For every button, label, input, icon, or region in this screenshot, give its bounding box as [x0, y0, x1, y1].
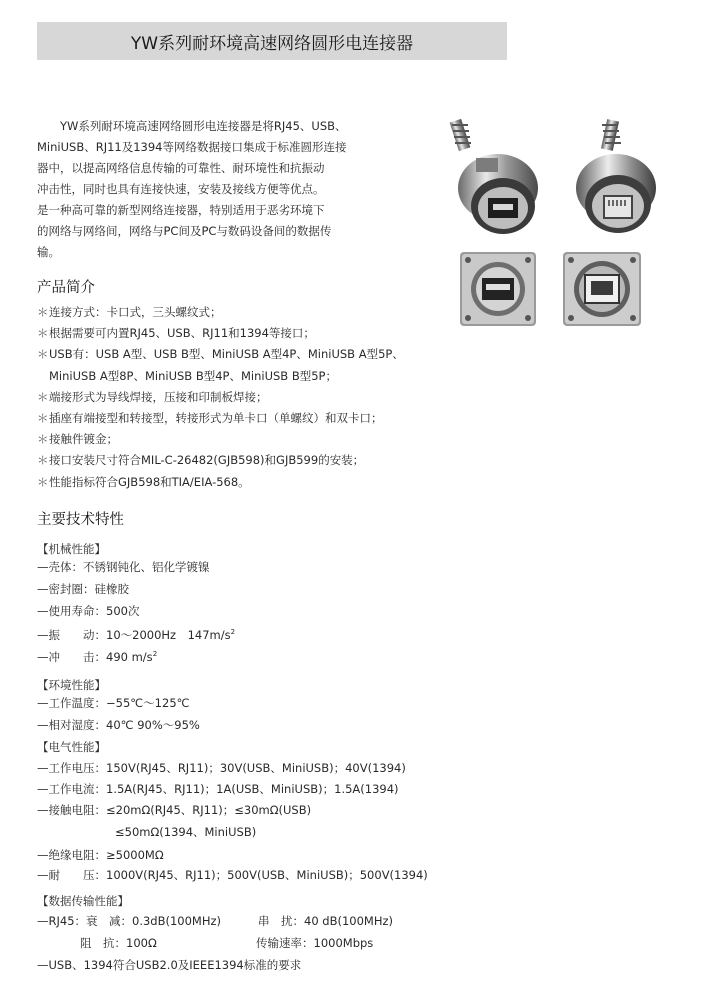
spec-contact-value-1: ≤20mΩ(RJ45、RJ11)；≤30mΩ(USB) — [106, 803, 312, 817]
intro-line: YW系列耐环境高速网络圆形电连接器是将RJ45、USB、 — [60, 119, 347, 133]
spec-vibration-value: 10～2000Hz 147m/s — [106, 627, 231, 642]
spec-life: —使用寿命：500次 — [37, 604, 140, 618]
spec-shell: —壳体：不锈钢钝化、铝化学镀镍 — [37, 560, 210, 574]
spec-shock-value: 490 m/s — [106, 649, 153, 664]
spec-contact-key: —接触电阻： — [37, 803, 106, 817]
page-title: YW系列耐环境高速网络圆形电连接器 — [130, 33, 414, 54]
superscript-exponent: 2 — [152, 650, 158, 658]
spec-attenuation: —RJ45：衰 减：0.3dB(100MHz) — [37, 914, 222, 928]
spec-shock-key: —冲 击： — [37, 649, 106, 664]
intro-paragraph — [37, 116, 389, 263]
intro-line: 输。 — [37, 245, 60, 259]
intro-line: 的网络与网络间，网络与PC间及PC与数码设备间的数据传 — [37, 224, 332, 238]
list-item — [37, 450, 404, 471]
list-item-text: 连接方式：卡口式，三头螺纹式； — [49, 305, 222, 319]
spec-seal: —密封圈：硅橡胶 — [37, 582, 129, 596]
list-item-text: 性能指标符合GJB598和TIA/EIA-568。 — [49, 474, 250, 489]
list-item — [37, 472, 404, 493]
bullet: ＊ — [37, 305, 49, 319]
superscript-exponent: 2 — [230, 628, 236, 636]
receptacle-rj45-image — [561, 250, 643, 328]
list-item — [37, 429, 404, 450]
list-item-text: 端接形式为导线焊接，压接和印制板焊接； — [49, 389, 268, 404]
intro-line: MiniUSB、RJ11及1394等网络数据接口集成于标准圆形连接 — [37, 140, 347, 154]
spec-impedance: 阻 抗：100Ω — [80, 936, 157, 950]
connector-plug-rj45-image — [566, 118, 684, 243]
product-feature-list — [37, 302, 404, 493]
list-item-text: USB有：USB A型、USB B型、MiniUSB A型4P、MiniUSB A型5P、 — [49, 347, 404, 362]
spec-usb-standard: —USB、1394符合USB2.0及IEEE1394标准的要求 — [37, 958, 302, 972]
spec-shock — [37, 644, 157, 664]
bullet: ＊ — [37, 453, 49, 468]
bullet: ＊ — [37, 347, 49, 362]
bullet: ＊ — [37, 474, 49, 489]
list-item-text: 插座有端接型和转接型，转接形式为单卡口（单螺纹）和双卡口； — [49, 410, 383, 425]
group-heading-environment: 【环境性能】 — [37, 678, 106, 692]
spec-withstand-voltage: —耐 压：1000V(RJ45、RJ11)；500V(USB、MiniUSB)；500V(1394) — [37, 868, 428, 882]
spec-humidity: —相对湿度：40℃ 90%～95% — [37, 718, 200, 732]
list-item — [37, 408, 404, 429]
section-heading-products: 产品简介 — [37, 280, 95, 296]
intro-line: 冲击性，同时也具有连接快速，安装及接线方便等优点。 — [37, 182, 325, 196]
receptacle-usb-image — [458, 250, 538, 328]
spec-contact-resistance — [37, 800, 311, 820]
bullet: ＊ — [37, 389, 49, 404]
list-item-text: 根据需要可内置RJ45、USB、RJ11和1394等接口； — [49, 326, 315, 341]
bullet: ＊ — [37, 326, 49, 341]
list-item — [37, 387, 404, 408]
group-heading-data: 【数据传输性能】 — [37, 894, 129, 908]
spec-vibration-key: —振 动： — [37, 627, 106, 642]
spec-crosstalk: 串 扰：40 dB(100MHz) — [258, 914, 394, 928]
page-title-bar — [37, 22, 507, 60]
connector-plug-usb-image — [448, 118, 566, 243]
list-item — [37, 302, 404, 323]
spec-transfer-rate: 传输速率：1000Mbps — [256, 936, 374, 950]
group-heading-mechanical: 【机械性能】 — [37, 542, 106, 556]
spec-temperature: —工作温度：−55℃～125℃ — [37, 696, 190, 710]
section-heading-specs: 主要技术特性 — [37, 512, 124, 528]
list-item-continuation — [37, 366, 404, 387]
intro-line: 是一种高可靠的新型网络连接器，特别适用于恶劣环境下 — [37, 203, 325, 217]
list-item — [37, 323, 404, 344]
list-item-text: 接触件镀金； — [49, 432, 118, 447]
intro-line: 器中，以提高网络信息传输的可靠性、耐环境性和抗振动 — [37, 161, 325, 175]
group-heading-electrical: 【电气性能】 — [37, 740, 106, 754]
list-item — [37, 344, 404, 365]
list-item-text: 接口安装尺寸符合MIL-C-26482(GJB598)和GJB599的安装； — [49, 453, 365, 468]
spec-current: —工作电流：1.5A(RJ45、RJ11)；1A(USB、MiniUSB)；1.5A(1394) — [37, 782, 399, 796]
spec-contact-value-2: ≤50mΩ(1394、MiniUSB) — [115, 825, 257, 839]
spec-voltage: —工作电压：150V(RJ45、RJ11)；30V(USB、MiniUSB)；40V(1394) — [37, 761, 406, 775]
bullet: ＊ — [37, 410, 49, 425]
spec-insulation: —绝缘电阻：≥5000MΩ — [37, 848, 164, 862]
spec-vibration — [37, 622, 235, 642]
bullet: ＊ — [37, 432, 49, 447]
list-item-text: MiniUSB A型8P、MiniUSB B型4P、MiniUSB B型5P； — [49, 368, 337, 383]
